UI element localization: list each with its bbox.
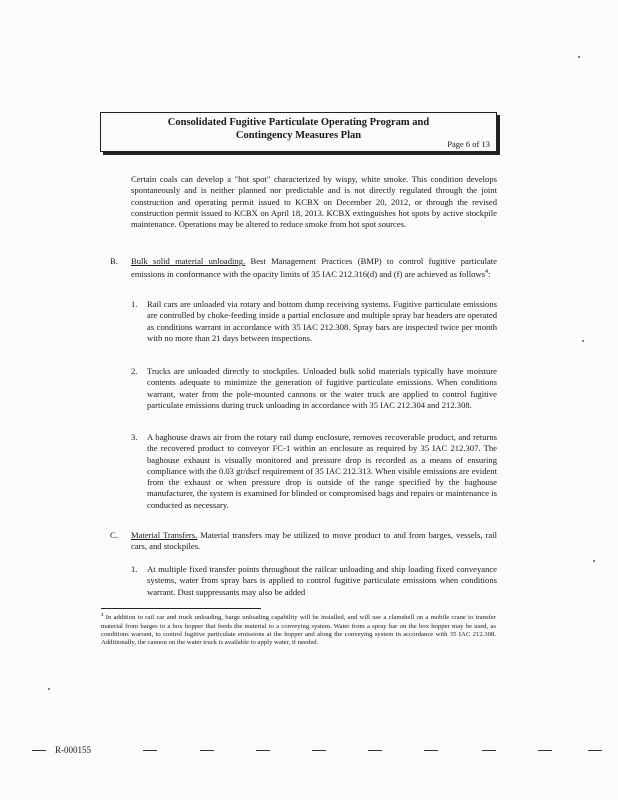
scan-mark (256, 750, 270, 751)
section-b-text: Best Management Practices (BMP) to control fugitive particulate emissions in conformance with the opacity limits of 35 IAC 212.316(d) and (f) are achieved as follows (131, 256, 497, 280)
section-b-item-2-num: 2. (131, 366, 138, 376)
section-b-heading: Bulk solid material unloading. (131, 256, 246, 266)
page-number: Page 6 of 13 (447, 139, 490, 149)
scan-mark (200, 750, 214, 751)
footnote-divider (101, 608, 261, 609)
scan-speck (578, 56, 580, 58)
section-b-item-3-text: A baghouse draws air from the rotary rail dump enclosure, removes recoverable product, and returns the recovered product to conveyor FC-1 within an enclosure as required by 35 IAC 212.307. The baghouse exhaust is visually monitored and pressure drop is recorded as a means of ensuring compliance with the 0.03 gr/dscf requirement of 35 IAC 212.313. When visible emissions are evident from the exhaust or when pressure drop is outside of the range specified by the baghouse manufacturer, the system is examined for blinded or compromised bags and repairs or maintenance is conducted as necessary. (147, 432, 497, 510)
document-title (101, 116, 496, 142)
scan-speck (48, 688, 50, 690)
footnote-ref-4: 4 (484, 269, 488, 276)
section-c-paragraph (131, 530, 497, 553)
intro-paragraph: Certain coals can develop a "hot spot" characterized by wispy, white smoke. This condition develops spontaneously and is neither planned nor predictable and is not directly regulated through the joint construction and operating permit issued to KCBX on December 20, 2012, or through the revised construction permit issued to KCBX on April 18, 2013. KCBX extinguishes hot spots by active stockpile maintenance. Operations may be altered to reduce smoke from hot spot sources. (131, 174, 497, 230)
section-c-text: Material transfers may be utilized to move product to and from barges, vessels, rail cars, and stockpiles. (131, 530, 497, 552)
scan-speck (593, 560, 595, 562)
footnote-number: 4 (101, 613, 104, 618)
scan-mark (424, 750, 438, 751)
scan-mark (312, 750, 326, 751)
section-b-text-end: : (487, 269, 491, 280)
section-b-paragraph (131, 256, 497, 280)
footnote (101, 612, 496, 647)
scan-mark (368, 750, 382, 751)
document-title-line-2: Contingency Measures Plan (235, 130, 362, 141)
bates-number: R-000155 (55, 745, 91, 755)
scan-speck (582, 340, 584, 342)
scan-mark (482, 750, 496, 751)
section-b-label: B. (110, 256, 118, 266)
section-b-item-1-text: Rail cars are unloaded via rotary and bottom dump receiving systems. Fugitive particulate emissions are controlled by choke-feeding inside a partial enclosure and multiple spray bar headers are operated as conditions warrant in accordance with 35 IAC 212.308. Spray bars are inspected twice per month with no more than 21 days between inspections. (147, 299, 497, 343)
section-c-item-1-text: At multiple fixed transfer points throughout the railcar unloading and ship loading fixed conveyance systems, water from spray bars is applied to control fugitive particulate emissions when conditions warrant. Dust suppressants may also be added (147, 564, 497, 597)
scan-mark (588, 750, 602, 751)
document-title-line-1: Consolidated Fugitive Particulate Operating Program and (167, 117, 430, 128)
scan-mark (32, 750, 46, 751)
section-b-item-1-num: 1. (131, 299, 138, 309)
section-c-heading: Material Transfers. (131, 530, 198, 540)
scan-mark (538, 750, 552, 751)
section-b-item-2-text: Trucks are unloaded directly to stockpiles. Unloaded bulk solid materials typically have moisture contents adequate to minimize the generation of fugitive particulate emissions. When conditions warrant, water from the pole-mounted cannons or the water truck are applied to control fugitive particulate emissions during truck unloading in accordance with 35 IAC 212.304 and 212.308. (147, 366, 497, 410)
section-b-item-3-num: 3. (131, 432, 138, 442)
footnote-text: In addition to rail car and truck unloading, barge unloading capability will be installed, and will use a clamshell on a mobile crane to transfer material from barges to a box hopper that feeds the material to a conveying system. Water from a spray bar on the box hopper may be used, as conditions warrant, to control fugitive particulate emissions at the hopper and along the conveying system in accordance with 35 IAC 212.308. Additionally, the cannon on the water truck is available to apply water, if needed. (101, 614, 496, 647)
document-header-box (100, 112, 497, 152)
section-c-label: C. (110, 530, 118, 540)
section-c-item-1-num: 1. (131, 564, 138, 574)
scan-mark (143, 750, 157, 751)
